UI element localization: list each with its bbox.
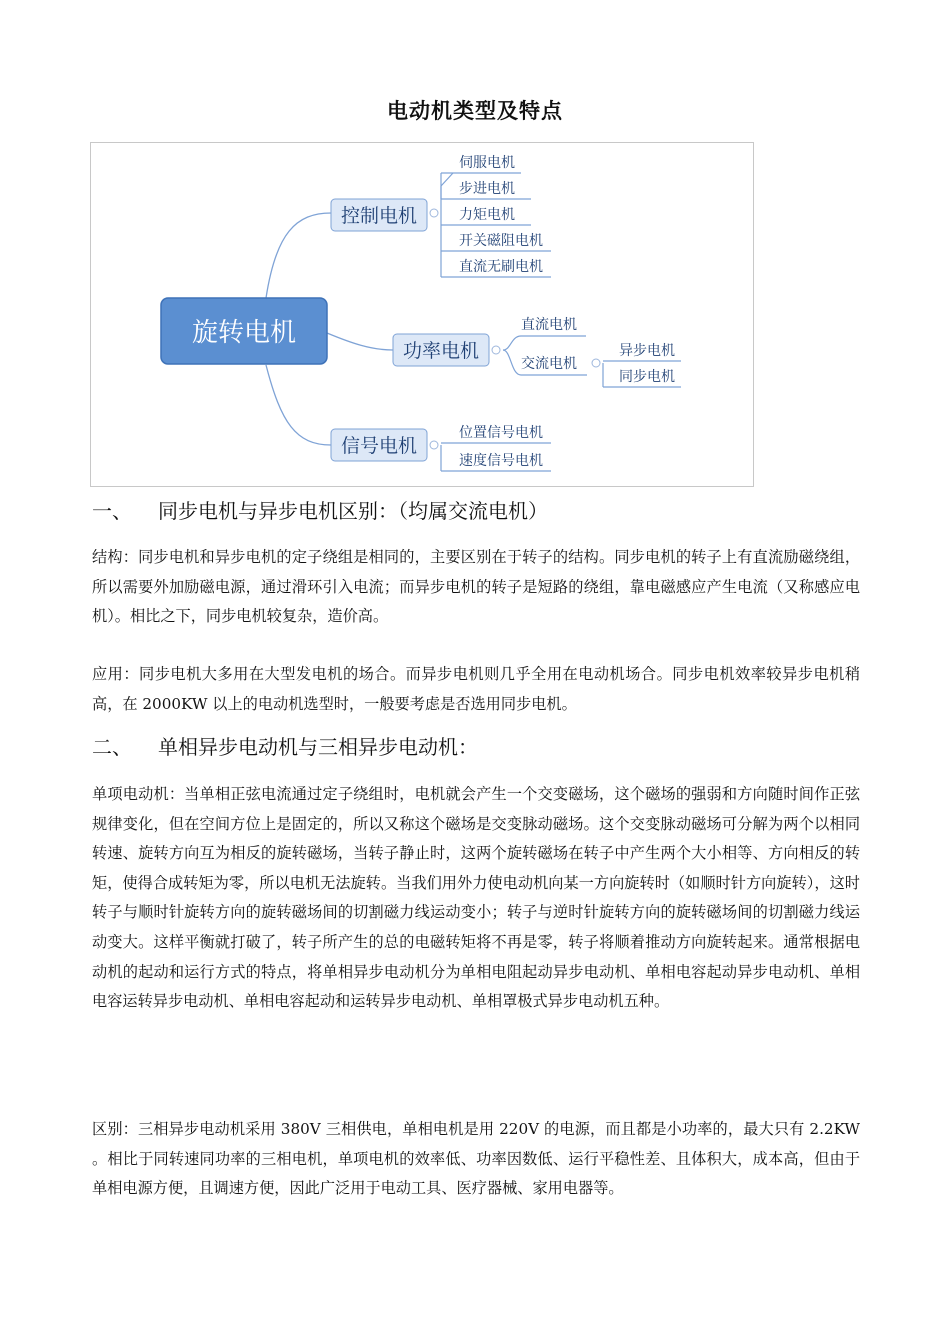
- collapse-dot-power[interactable]: [492, 346, 500, 354]
- branch-label-signal: 信号电机: [340, 435, 418, 457]
- leaf-dc-motor: 直流电机: [521, 317, 577, 333]
- section-2-title: 单相异步电动机与三相异步电动机：: [158, 735, 478, 759]
- section-2-heading: [92, 733, 478, 761]
- collapse-dot-ac[interactable]: [592, 359, 600, 367]
- section-1-title: 同步电机与异步电机区别：（均属交流电机）: [158, 499, 548, 523]
- page-title: 电动机类型及特点: [387, 99, 563, 123]
- mindmap-figure: [90, 142, 754, 487]
- connector-root-control: [266, 213, 331, 298]
- section-1-heading: [92, 497, 548, 525]
- leaf-torque: 力矩电机: [459, 207, 515, 223]
- leaf-sync-motor: 同步电机: [619, 369, 675, 385]
- branch-label-power: 功率电机: [402, 340, 480, 362]
- leaf-position-signal: 位置信号电机: [459, 425, 543, 441]
- section-2-number: 二、: [92, 735, 132, 759]
- connector-root-power: [327, 333, 393, 350]
- root-node-label: 旋转电机: [191, 318, 297, 348]
- collapse-dot-signal[interactable]: [430, 441, 438, 449]
- section-1-number: 一、: [92, 499, 132, 523]
- leaf-async-motor: 异步电机: [619, 343, 675, 359]
- leaf-switched-reluctance: 开关磁阻电机: [459, 233, 543, 249]
- section-2-paragraph-single-phase: 单项电动机：当单相正弦电流通过定子绕组时，电机就会产生一个交变磁场，这个磁场的强弱和方向随时间作正弦规律变化，但在空间方位上是固定的，所以又称这个磁场是交变脉动磁场。这个交变脉动磁场可分解为两个以相同转速、旋转方向互为相反的旋转磁场，当转子静止时，这两个旋转磁场在转子中产生两个大小相等、方向相反的转矩，使得合成转矩为零，所以电机无法旋转。当我们用外力使电动机向某一方向旋转时（如顺时针方向旋转），这时转子与顺时针旋转方向的旋转磁场间的切割磁力线运动变小；转子与逆时针旋转方向的旋转磁场间的切割磁力线运动变大。这样平衡就打破了，转子所产生的总的电磁转矩将不再是零，转子将顺着推动方向旋转起来。通常根据电动机的起动和运行方式的特点，将单相异步电动机分为单相电阻起动异步电动机、单相电容起动异步电动机、单相电容运转异步电动机、单相电容起动和运转异步电动机、单相罩极式异步电动机五种。: [92, 785, 860, 1011]
- connector-root-signal: [266, 365, 331, 445]
- collapse-dot-control[interactable]: [430, 209, 438, 217]
- connector-power-dc: [503, 336, 586, 350]
- section-1-paragraph-structure: 结构：同步电机和异步电机的定子绕组是相同的，主要区别在于转子的结构。同步电机的转子上有直流励磁绕组，所以需要外加励磁电源，通过滑环引入电流；而异步电机的转子是短路的绕组，靠电磁感应产生电流（又称感应电机）。相比之下，同步电机较复杂，造价高。: [92, 548, 860, 626]
- leaf-servo: 伺服电机: [459, 155, 515, 171]
- leaf-speed-signal: 速度信号电机: [459, 453, 543, 469]
- section-1-paragraph-application: 应用：同步电机大多用在大型发电机的场合。而异步电机则几乎全用在电动机场合。同步电机效率较异步电机稍高，在 2000KW 以上的电动机选型时，一般要考虑是否选用同步电机。: [92, 665, 860, 713]
- leaf-bldc: 直流无刷电机: [459, 259, 543, 275]
- section-2-paragraph-difference: 区别：三相异步电动机采用 380V 三相供电，单相电机是用 220V 的电源，而且都是小功率的，最大只有 2.2KW 。相比于同转速同功率的三相电机，单项电机的效率低、功率因数低、运行平稳性差、且体积大，成本高，但由于单相电源方便，且调速方便，因此广泛用于电动工具、医疗器械、家用电器等。: [92, 1120, 860, 1198]
- leaf-ac-motor: 交流电机: [521, 356, 577, 372]
- leaf-stepper: 步进电机: [459, 181, 515, 197]
- mindmap-svg: [91, 143, 753, 486]
- branch-label-control: 控制电机: [340, 205, 418, 227]
